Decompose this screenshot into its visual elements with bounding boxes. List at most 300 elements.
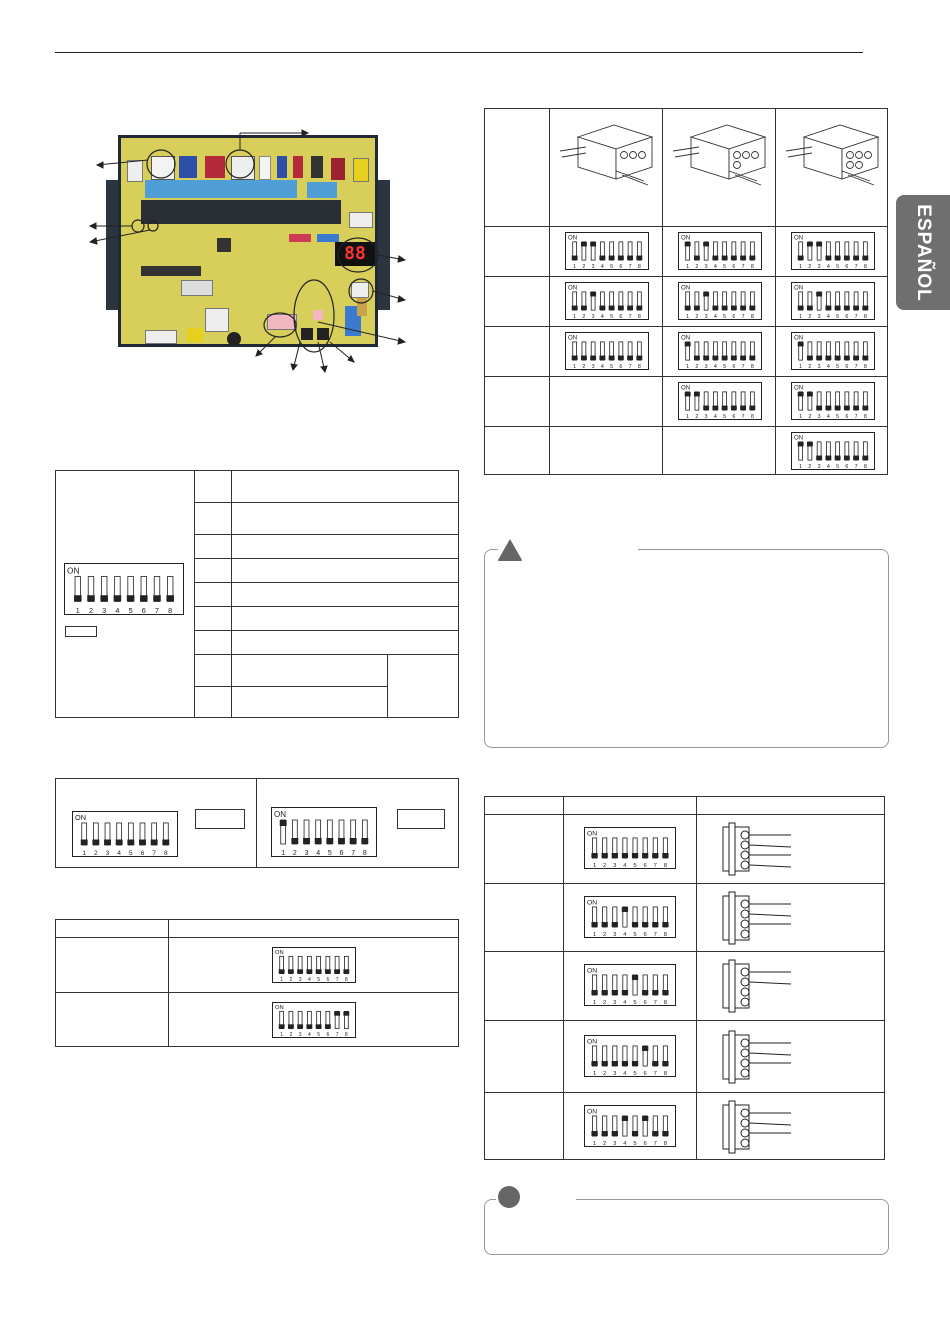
callout-circle — [148, 221, 158, 231]
callout-circle — [226, 150, 254, 178]
unit-dip-table — [484, 108, 888, 475]
table-cell — [388, 655, 459, 718]
dip-function-illustration-cell — [56, 471, 195, 718]
callout-circle — [147, 150, 175, 178]
dip-number: 4 — [600, 314, 604, 320]
dip-number: 2 — [603, 863, 607, 870]
table-cell — [485, 427, 550, 475]
dip-number: 4 — [623, 863, 627, 870]
dip-number: 1 — [799, 414, 803, 420]
table-cell — [232, 535, 459, 559]
dip-number: 8 — [663, 863, 668, 870]
dip-on-label: ON — [568, 234, 578, 242]
dip-number: 4 — [623, 1070, 627, 1077]
unit-illustration-cell — [663, 109, 776, 227]
dip-number: 2 — [695, 414, 699, 420]
dip-number: 2 — [695, 264, 699, 270]
dip-on-label: ON — [67, 565, 80, 576]
dip-cell — [663, 327, 776, 377]
dip-number: 5 — [128, 606, 133, 615]
dip-on-label: ON — [681, 234, 691, 242]
dip-number: 6 — [643, 1140, 647, 1147]
dip-number: 8 — [344, 977, 348, 983]
dip-number: 3 — [591, 364, 595, 370]
table-header-cell — [485, 797, 564, 815]
dip-number: 2 — [582, 264, 586, 270]
dip-switch-setting — [272, 1002, 356, 1038]
caution-box — [484, 549, 889, 748]
dip-number: 3 — [613, 1000, 617, 1007]
dip-on-label: ON — [587, 1038, 598, 1046]
dip-number: 3 — [817, 364, 821, 370]
dip-number: 1 — [686, 414, 690, 420]
table-cell — [232, 583, 459, 607]
port-icon — [734, 152, 741, 159]
table-cell — [485, 1092, 564, 1159]
dip-cell — [776, 427, 888, 475]
dip-on-label: ON — [75, 813, 87, 823]
dip-number: 5 — [129, 850, 133, 857]
dip-number: 1 — [592, 1140, 597, 1147]
dip-number: 1 — [799, 264, 803, 270]
dip-number: 6 — [619, 364, 623, 370]
dip-switch-setting — [678, 232, 762, 270]
dip-number: 8 — [168, 606, 173, 615]
dip-number: 1 — [573, 264, 577, 270]
dip-number: 8 — [362, 850, 367, 857]
dip-number: 2 — [94, 850, 98, 857]
table-cell — [195, 471, 232, 503]
dip-on-label: ON — [794, 234, 804, 242]
table-header-cell — [564, 797, 697, 815]
dip-number: 7 — [653, 1000, 657, 1007]
wiring-diagram — [719, 821, 799, 879]
dip-on-label: ON — [274, 810, 286, 819]
dip-number: 2 — [808, 364, 812, 370]
table-cell — [550, 427, 663, 475]
table-cell — [485, 327, 550, 377]
dip-number: 2 — [695, 314, 699, 320]
dip-number: 6 — [643, 1070, 647, 1077]
dip-number: 5 — [836, 314, 840, 320]
table-cell — [485, 815, 564, 884]
callout-circle — [338, 238, 378, 272]
dip-number: 7 — [854, 364, 858, 370]
dip-number: 2 — [808, 414, 812, 420]
callout-circle — [132, 220, 144, 232]
table-cell — [232, 559, 459, 583]
dip-number: 1 — [82, 850, 86, 857]
dip-cell — [550, 227, 663, 277]
terminal-icon — [741, 978, 749, 986]
dip-number: 5 — [836, 464, 840, 470]
dip-switch-setting — [565, 332, 649, 370]
dip-switch-setting — [584, 964, 676, 1006]
dip-number: 6 — [732, 364, 736, 370]
dip-switch-setting — [584, 896, 676, 938]
port-icon — [847, 152, 854, 159]
dip-on-label: ON — [587, 1108, 598, 1116]
dip-number: 1 — [75, 606, 80, 615]
dip-on-label: ON — [568, 334, 578, 342]
dip-switch-setting — [678, 282, 762, 320]
dip-cell — [776, 327, 888, 377]
terminal-icon — [741, 1039, 749, 1047]
dip-number: 6 — [140, 850, 145, 857]
dip-number: 5 — [723, 364, 727, 370]
dip-on-label: ON — [275, 950, 284, 957]
dip-number: 4 — [600, 264, 604, 270]
terminal-icon — [741, 1109, 749, 1117]
dip-on-label: ON — [681, 334, 691, 342]
dip-on-label: ON — [275, 1005, 284, 1012]
dip-number: 1 — [280, 977, 284, 983]
dip-number: 5 — [836, 364, 840, 370]
dip-on-label: ON — [587, 967, 598, 975]
port-icon — [856, 162, 863, 169]
dip-switch-setting — [584, 1035, 676, 1077]
dip-example-cell — [56, 779, 257, 868]
dip-example-table — [55, 778, 459, 868]
warning-icon — [498, 539, 522, 560]
dip-number: 3 — [298, 1032, 302, 1038]
dip-number: 3 — [613, 863, 617, 870]
dip-on-label: ON — [794, 384, 804, 392]
dip-switch-setting — [791, 432, 875, 470]
dip-number: 8 — [750, 264, 754, 270]
dip-switch-all-off — [64, 563, 184, 615]
dip-number: 2 — [582, 314, 586, 320]
dip-number: 8 — [863, 264, 867, 270]
table-cell — [232, 503, 459, 535]
dip-number: 2 — [88, 606, 94, 615]
dip-cell — [776, 377, 888, 427]
terminal-icon — [741, 998, 749, 1006]
dip-number: 6 — [732, 314, 736, 320]
dip-number: 1 — [686, 314, 690, 320]
wiring-diagram — [719, 958, 799, 1016]
dip-number: 1 — [573, 314, 577, 320]
dip-cell — [564, 815, 697, 884]
dip-on-label: ON — [681, 384, 691, 392]
table-cell — [485, 884, 564, 952]
dip-number: 6 — [619, 314, 623, 320]
terminal-icon — [741, 1059, 749, 1067]
dip-number: 1 — [592, 1000, 597, 1007]
dip-number: 6 — [326, 977, 330, 983]
dip-cell — [550, 277, 663, 327]
dip-number: 8 — [663, 1000, 668, 1007]
dip-number: 1 — [592, 863, 597, 870]
dip-number: 7 — [628, 364, 632, 370]
dip-number: 7 — [741, 364, 745, 370]
dip-number: 7 — [854, 314, 858, 320]
dip-cell — [663, 277, 776, 327]
dip-number: 4 — [713, 264, 717, 270]
dip-number: 6 — [732, 264, 736, 270]
dip-cell — [564, 1020, 697, 1092]
dip-number: 3 — [298, 977, 302, 983]
dip-number: 4 — [713, 314, 717, 320]
dip-number: 1 — [592, 1070, 597, 1077]
dip-cell — [663, 377, 776, 427]
dip-number: 8 — [663, 932, 668, 939]
dip-number: 7 — [741, 414, 745, 420]
callout-circle — [294, 280, 334, 352]
dip-number: 4 — [623, 932, 627, 939]
dip-number: 4 — [316, 850, 321, 857]
dip-number: 1 — [281, 850, 286, 857]
dip-number: 4 — [115, 606, 120, 615]
dip-example-cell — [257, 779, 459, 868]
note-box — [484, 1199, 889, 1255]
table-cell — [485, 227, 550, 277]
port-icon — [734, 162, 741, 169]
dip-switch-setting — [678, 332, 762, 370]
table-cell — [485, 377, 550, 427]
branch-box-illustration — [669, 119, 769, 191]
dip-number: 3 — [102, 606, 107, 615]
dip-number: 4 — [826, 464, 830, 470]
dip-number: 3 — [704, 264, 708, 270]
dip-number: 7 — [653, 1140, 657, 1147]
dip-switch-setting — [565, 232, 649, 270]
table-cell — [485, 1020, 564, 1092]
unit-illustration-cell — [776, 109, 888, 227]
dip-number: 1 — [280, 1032, 284, 1038]
dip-number: 4 — [307, 977, 311, 983]
terminal-icon — [741, 930, 749, 938]
dip-number: 3 — [591, 264, 595, 270]
dip-number: 4 — [713, 364, 717, 370]
dip-number: 6 — [845, 314, 849, 320]
wiring-diagram — [719, 890, 799, 948]
dip-switch-setting — [584, 1105, 676, 1147]
dip-number: 8 — [663, 1070, 668, 1077]
dip-number: 5 — [633, 1140, 637, 1147]
terminal-icon — [741, 900, 749, 908]
table-header-cell — [56, 920, 169, 938]
port-icon — [856, 152, 863, 159]
dip-function-table — [55, 470, 459, 718]
dip-cell — [663, 227, 776, 277]
dip-number: 2 — [808, 464, 812, 470]
callout-circle — [349, 279, 373, 303]
terminal-icon — [741, 831, 749, 839]
dip-number: 6 — [643, 1000, 647, 1007]
dip-number: 3 — [817, 314, 821, 320]
dip-number: 5 — [633, 863, 637, 870]
dip-number: 3 — [591, 314, 595, 320]
dip-number: 8 — [863, 414, 867, 420]
table-cell — [550, 377, 663, 427]
terminal-icon — [741, 1119, 749, 1127]
dip-switch-setting — [565, 282, 649, 320]
dip-cell — [564, 884, 697, 952]
dip-switch-setting — [678, 382, 762, 420]
table-cell — [195, 535, 232, 559]
table-cell — [485, 952, 564, 1020]
dip-number: 5 — [610, 264, 614, 270]
dip-on-label: ON — [794, 434, 804, 442]
dip-number: 5 — [610, 314, 614, 320]
label-box — [195, 809, 245, 829]
dip-number: 5 — [317, 977, 321, 983]
dip-number: 5 — [317, 1032, 321, 1038]
dip-number: 6 — [643, 932, 647, 939]
dip-number: 3 — [105, 850, 110, 857]
dip-number: 7 — [335, 1032, 339, 1038]
dip-number: 2 — [603, 1140, 607, 1147]
note-icon — [498, 1186, 520, 1208]
dip-number: 7 — [653, 1070, 657, 1077]
dip-number: 8 — [637, 364, 641, 370]
dip-number: 2 — [603, 1070, 607, 1077]
dip-number: 8 — [663, 1140, 668, 1147]
terminal-icon — [741, 988, 749, 996]
dip-number: 4 — [117, 850, 121, 857]
dip-number: 5 — [836, 414, 840, 420]
dip-on-label: ON — [794, 284, 804, 292]
dip-number: 3 — [704, 414, 708, 420]
wiring-cell — [697, 1020, 885, 1092]
dip-number: 5 — [610, 364, 614, 370]
dip-number: 8 — [863, 314, 867, 320]
dip-on-label: ON — [681, 284, 691, 292]
dip-on-label: ON — [587, 830, 598, 838]
dip-setting-table — [55, 919, 459, 1047]
terminal-icon — [741, 1069, 749, 1077]
dip-number: 2 — [603, 932, 607, 939]
dip-number: 3 — [613, 1140, 617, 1147]
dip-number: 6 — [619, 264, 623, 270]
dip-switch-setting — [272, 947, 356, 983]
dip-number: 7 — [628, 314, 632, 320]
callout-circle — [264, 313, 296, 337]
dip-switch-setting — [791, 332, 875, 370]
table-cell — [195, 631, 232, 655]
dip-number: 6 — [643, 863, 647, 870]
dip-number: 3 — [704, 364, 708, 370]
dip-number: 3 — [304, 850, 309, 857]
table-cell — [232, 607, 459, 631]
dip-number: 5 — [723, 314, 727, 320]
table-cell — [232, 471, 459, 503]
dip-switch-setting — [791, 232, 875, 270]
label-box — [397, 809, 445, 829]
wiring-cell — [697, 952, 885, 1020]
seven-segment-display: 88 — [335, 242, 375, 266]
dip-number: 7 — [653, 932, 657, 939]
dip-number: 2 — [808, 264, 812, 270]
dip-cell — [776, 227, 888, 277]
dip-switch-setting — [791, 282, 875, 320]
dip-number: 2 — [582, 364, 586, 370]
table-cell — [232, 655, 388, 687]
wiring-cell — [697, 1092, 885, 1159]
dip-number: 2 — [289, 1032, 293, 1038]
dip-number: 1 — [573, 364, 577, 370]
dip-number: 8 — [863, 464, 867, 470]
table-cell — [195, 687, 232, 718]
terminal-icon — [741, 851, 749, 859]
dip-number: 7 — [854, 414, 858, 420]
dip-number: 2 — [289, 977, 293, 983]
dip-number: 5 — [327, 850, 332, 857]
port-icon — [743, 152, 750, 159]
terminal-icon — [741, 841, 749, 849]
dip-number: 6 — [141, 606, 146, 615]
dip-number: 6 — [845, 364, 849, 370]
port-icon — [847, 162, 854, 169]
terminal-icon — [741, 1049, 749, 1057]
language-tab-label: ESPAÑOL — [913, 203, 934, 302]
table-cell — [232, 687, 388, 718]
dip-number: 8 — [164, 850, 168, 857]
dip-number: 6 — [845, 414, 849, 420]
port-icon — [630, 152, 637, 159]
dip-switch-example — [72, 811, 178, 857]
dip-number: 1 — [686, 264, 690, 270]
dip-number: 1 — [799, 364, 803, 370]
dip-number: 5 — [633, 1070, 637, 1077]
dip-on-label: ON — [794, 334, 804, 342]
dip-number: 7 — [628, 264, 632, 270]
terminal-icon — [741, 1139, 749, 1147]
dip-number: 7 — [351, 850, 356, 857]
dip-number: 5 — [723, 264, 727, 270]
dip-on-label: ON — [587, 899, 598, 907]
table-header-cell — [697, 797, 885, 815]
dip-number: 4 — [623, 1000, 627, 1007]
dip-number: 7 — [854, 464, 858, 470]
dip-number: 2 — [603, 1000, 607, 1007]
dip-number: 4 — [600, 364, 604, 370]
dip-number: 7 — [741, 264, 745, 270]
table-cell — [195, 503, 232, 535]
dip-number: 8 — [750, 314, 754, 320]
dip-switch-setting — [791, 382, 875, 420]
dip-number: 8 — [750, 364, 754, 370]
port-icon — [752, 152, 759, 159]
terminal-icon — [741, 910, 749, 918]
dip-number: 2 — [808, 314, 812, 320]
dip-number: 4 — [826, 264, 830, 270]
branch-box-illustration — [782, 119, 882, 191]
wiring-diagram — [719, 1099, 799, 1157]
table-cell — [663, 427, 776, 475]
dip-switch-example — [271, 807, 377, 857]
dip-number: 5 — [633, 932, 637, 939]
dip-number: 7 — [854, 264, 858, 270]
dip-number: 4 — [826, 314, 830, 320]
dip-number: 4 — [623, 1140, 627, 1147]
dip-cell — [564, 1092, 697, 1159]
dip-number: 2 — [695, 364, 699, 370]
table-cell — [56, 938, 169, 993]
port-icon — [639, 152, 646, 159]
dip-cell — [776, 277, 888, 327]
table-cell — [485, 109, 550, 227]
wiring-cell — [697, 884, 885, 952]
dip-switch-setting — [584, 827, 676, 869]
dip-number: 7 — [152, 850, 156, 857]
dip-number: 6 — [845, 464, 849, 470]
dip-on-label: ON — [568, 284, 578, 292]
dip-number: 4 — [826, 414, 830, 420]
table-cell — [195, 607, 232, 631]
dip-number: 6 — [732, 414, 736, 420]
